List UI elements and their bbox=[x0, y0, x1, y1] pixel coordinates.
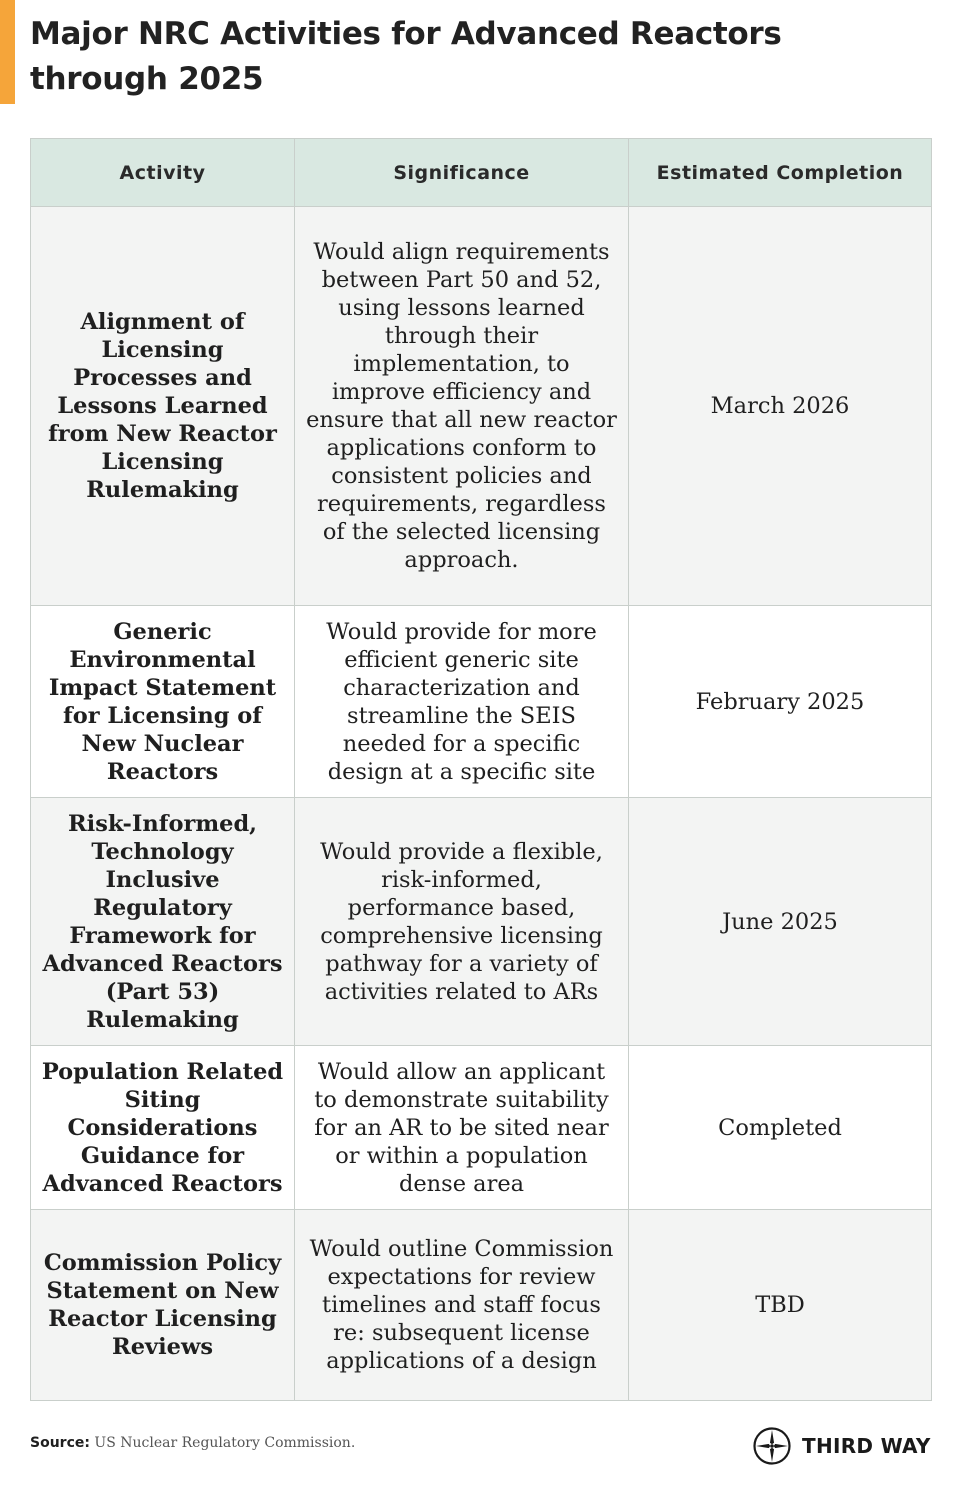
significance-cell: Would align requirements between Part 50 and 52, using lessons learned through their implementation, to improve efficiency and ensure that all new reactor applications conform to consistent policies and requirements, regardless of the selected licensing approach. bbox=[295, 207, 629, 606]
accent-bar bbox=[0, 0, 15, 104]
logo-text: THIRD WAY bbox=[802, 1434, 931, 1458]
compass-star-icon bbox=[752, 1426, 792, 1466]
completion-cell: June 2025 bbox=[629, 798, 932, 1046]
table-row bbox=[31, 1046, 932, 1210]
table-row bbox=[31, 207, 932, 606]
header-estimated-completion: Estimated Completion bbox=[629, 139, 932, 207]
table-row bbox=[31, 798, 932, 1046]
header-significance: Significance bbox=[295, 139, 629, 207]
significance-cell: Would provide a flexible, risk-informed, performance based, comprehensive licensing pathway for a variety of activities related to ARs bbox=[295, 798, 629, 1046]
third-way-logo bbox=[752, 1425, 932, 1467]
page-title: Major NRC Activities for Advanced Reactors through 2025 bbox=[30, 16, 782, 97]
completion-cell: February 2025 bbox=[629, 606, 932, 798]
source-label: Source: bbox=[30, 1435, 90, 1451]
completion-cell: Completed bbox=[629, 1046, 932, 1210]
significance-cell: Would provide for more efficient generic site characterization and streamline the SEIS needed for a specific design at a specific site bbox=[295, 606, 629, 798]
significance-cell: Would allow an applicant to demonstrate suitability for an AR to be sited near or within a population dense area bbox=[295, 1046, 629, 1210]
table-row bbox=[31, 606, 932, 798]
significance-cell: Would outline Commission expectations for review timelines and staff focus re: subsequent license applications of a design bbox=[295, 1210, 629, 1401]
activity-cell: Generic Environmental Impact Statement for Licensing of New Nuclear Reactors bbox=[31, 606, 295, 798]
table-row bbox=[31, 1210, 932, 1401]
activity-cell: Population Related Siting Considerations Guidance for Advanced Reactors bbox=[31, 1046, 295, 1210]
table-header-row bbox=[31, 139, 932, 207]
activity-cell: Alignment of Licensing Processes and Lessons Learned from New Reactor Licensing Rulemaking bbox=[31, 207, 295, 606]
completion-cell: TBD bbox=[629, 1210, 932, 1401]
activities-table bbox=[30, 138, 932, 1401]
header-activity: Activity bbox=[31, 139, 295, 207]
completion-cell: March 2026 bbox=[629, 207, 932, 606]
source-note bbox=[30, 1435, 355, 1451]
activity-cell: Commission Policy Statement on New Reactor Licensing Reviews bbox=[31, 1210, 295, 1401]
activity-cell: Risk-Informed, Technology Inclusive Regulatory Framework for Advanced Reactors (Part 53) Rulemaking bbox=[31, 798, 295, 1046]
source-text: US Nuclear Regulatory Commission. bbox=[94, 1435, 356, 1451]
